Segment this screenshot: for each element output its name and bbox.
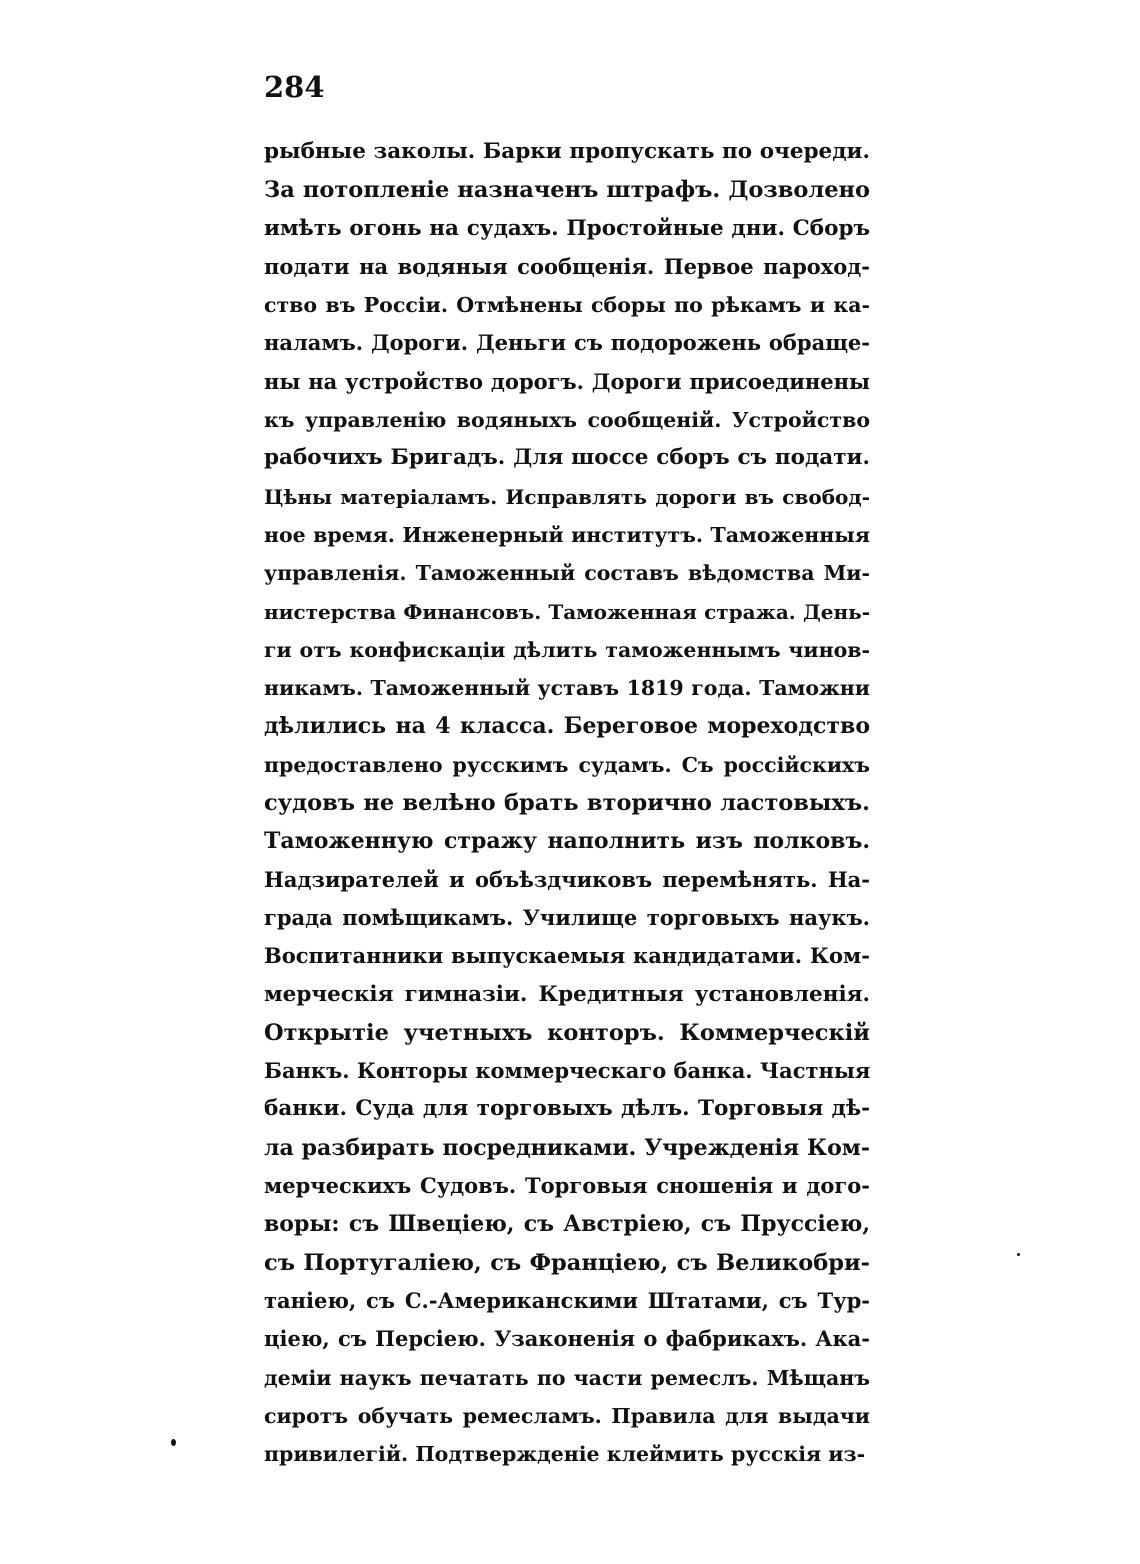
text-line: банки. Суда для торговыхъ дѣлъ. Торговыя дѣ- — [264, 1096, 870, 1122]
text-line: мерческихъ Судовъ. Торговыя сношенія и дого- — [264, 1173, 870, 1199]
text-line: сиротъ обучать ремесламъ. Правила для выдачи — [264, 1403, 870, 1428]
text-line: предоставлено русскимъ судамъ. Съ россійскихъ — [264, 752, 870, 777]
text-line: Открытіе учетныхъ конторъ. Коммерческій — [264, 1019, 870, 1046]
text-line: управленія. Таможенный составъ вѣдомства Ми- — [264, 561, 870, 586]
ink-speck — [1017, 1253, 1020, 1256]
page-number: 284 — [264, 70, 325, 104]
text-line: ла разбирать посредниками. Учрежденія Ком- — [264, 1134, 870, 1161]
body-text — [264, 133, 870, 1473]
text-line: Надзирателей и объѣздчиковъ перемѣнять. На- — [264, 866, 870, 892]
text-line: къ управленію водяныхъ сообщеній. Устройство — [264, 408, 870, 433]
text-line: подати на водяныя сообщенія. Первое пароход- — [264, 253, 870, 279]
text-line: Таможенную стражу наполнить изъ полковъ. — [264, 828, 870, 855]
ink-speck — [171, 1439, 176, 1446]
text-line: нистерства Финансовъ. Таможенная стража. День- — [264, 599, 870, 624]
text-line: привилегій. Подтвержденіе клеймить русскія из- — [264, 1442, 866, 1467]
text-line: Цѣны матеріаламъ. Исправлять дороги въ свобод- — [264, 484, 870, 509]
text-line: рабочихъ Бригадъ. Для шоссе сборъ съ подати. — [264, 445, 870, 471]
text-line: Воспитанники выпускаемыя кандидатами. Ком- — [264, 943, 870, 969]
text-line: съ Португаліею, съ Франціею, съ Великобри- — [264, 1249, 870, 1276]
text-line: ство въ Россіи. Отмѣнены сборы по рѣкамъ и ка- — [264, 293, 870, 318]
text-line: таніею, съ С.-Американскими Штатами, съ Тур- — [264, 1287, 870, 1313]
text-line: За потопленіе назначенъ штрафъ. Дозволено — [264, 177, 870, 204]
text-line: ное время. Инженерный институтъ. Таможенныя — [264, 522, 870, 547]
text-line: воры: съ Швеціею, съ Австріею, съ Пруссіею, — [264, 1211, 870, 1238]
text-line: судовъ не велѣно брать вторично ластовыхъ. — [264, 790, 870, 817]
text-line: наламъ. Дороги. Деньги съ подорожень обраще- — [264, 330, 870, 356]
text-line: ги отъ конфискаціи дѣлить таможеннымъ чинов- — [264, 637, 870, 662]
text-line: никамъ. Таможенный уставъ 1819 года. Таможни — [264, 676, 870, 701]
text-line: имѣть огонь на судахъ. Простойные дни. Сборъ — [264, 215, 870, 241]
text-line: града помѣщикамъ. Училище торговыхъ наукъ. — [264, 904, 870, 930]
text-line: Банкъ. Конторы коммерческаго банка. Частныя — [264, 1058, 870, 1084]
text-line: дѣлились на 4 класса. Береговое мореходство — [264, 713, 870, 740]
text-line: деміи наукъ печатать по части ремеслъ. Мѣщанъ — [264, 1365, 870, 1390]
text-line: рыбные заколы. Барки пропускать по очереди. — [264, 139, 870, 164]
text-line: мерческія гимназіи. Кредитныя установленія. — [264, 981, 870, 1007]
text-line: ны на устройство дорогъ. Дороги присоединены — [264, 368, 870, 394]
text-line: ціею, съ Персіею. Узаконенія о фабрикахъ. Ака- — [264, 1326, 870, 1352]
